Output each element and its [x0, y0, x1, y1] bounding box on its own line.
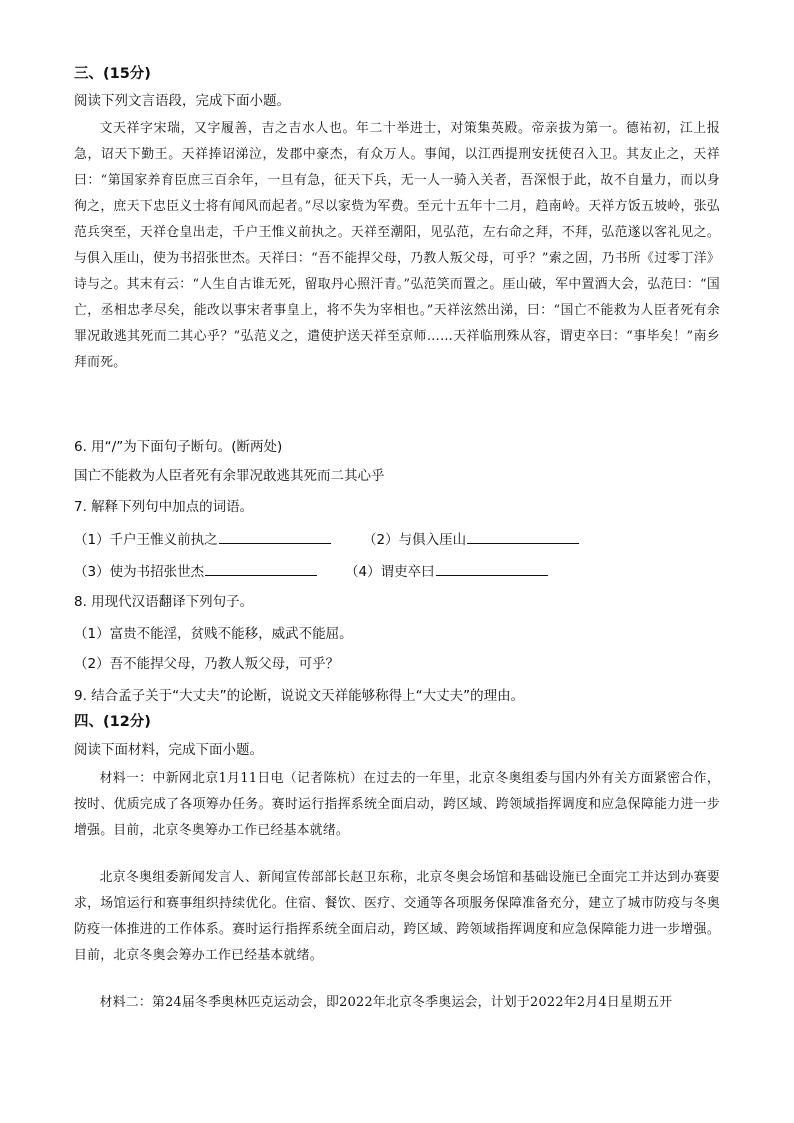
q8-item-1: （1）富贵不能淫，贫贱不能移，威武不能屈。: [74, 626, 353, 642]
q7-item-3-text: （3）使为书招张世杰: [74, 564, 205, 580]
material-2: [74, 990, 720, 1016]
q8-item-2: （2）吾不能捍父母，乃教人叛父母，可乎？: [74, 656, 340, 672]
classical-passage: [74, 116, 720, 376]
section-3-heading: 三、(15分): [74, 66, 151, 82]
material-1b-text: 北京冬奥组委新闻发言人、新闻宣传部部长赵卫东称，北京冬奥会场馆和基础设施已全面完工并达到办赛要求，场馆运行和赛事组织持续优化。住宿、餐饮、医疗、交通等各项服务保障准备充分，建立了城市防疫与冬奥防疫一体推进的工作体系。赛时运行指挥系统全面启动，跨区域、跨领域指挥调度和应急保障能力进一步增强。目前，北京冬奥会筹办工作已经基本就绪。: [74, 870, 720, 963]
q7-item-4: [345, 561, 548, 582]
question-6: 6. 用“/”为下面句子断句。(断两处): [74, 439, 283, 455]
q7-item-2: [363, 529, 579, 550]
material-1: [74, 766, 720, 844]
material-1-text: 材料一：中新网北京1月11日电（记者陈杭）在过去的一年里，北京冬奥组委与国内外有关方面紧密合作，按时、优质完成了各项筹办任务。赛时运行指挥系统全面启动，跨区域、跨领域指挥调度和应急保障能力进一步增强。目前，北京冬奥筹办工作已经基本就绪。: [74, 771, 720, 838]
question-8: 8. 用现代汉语翻译下列句子。: [74, 594, 254, 610]
q7-item-4-text: （4）谓吏卒曰: [345, 564, 435, 580]
q7-item-3: [74, 561, 317, 582]
section-4-heading: 四、(12分): [74, 714, 151, 730]
question-6-sentence: 国亡不能救为人臣者死有余罪况敢逃其死而二其心乎: [74, 468, 385, 484]
q7-item-3-blank[interactable]: [205, 561, 317, 576]
q7-item-2-blank[interactable]: [467, 529, 579, 544]
q7-item-1: [74, 529, 331, 550]
question-9: 9. 结合孟子关于“大丈夫”的论断，说说文天祥能够称得上“大丈夫”的理由。: [74, 688, 525, 704]
material-1b: [74, 865, 720, 969]
question-7: 7. 解释下列句中加点的词语。: [74, 499, 254, 515]
section-3-instruction: 阅读下列文言语段，完成下面小题。: [74, 93, 290, 109]
material-2-text: 材料二：第24届冬季奥林匹克运动会，即2022年北京冬季奥运会，计划于2022年2月4日星期五开: [99, 995, 673, 1010]
section-4-instruction: 阅读下面材料，完成下面小题。: [74, 742, 263, 758]
passage-text: 文天祥字宋瑞，又字履善，吉之吉水人也。年二十举进士，对策集英殿。帝亲拔为第一。德祐初，江上报急，诏天下勤王。天祥捧诏涕泣，发郡中豪杰，有众万人。事闻，以江西提刑安抚使召入卫。其友止之，天祥曰：“第国家养育臣庶三百余年，一旦有急，征天下兵，无一人一骑入关者，吾深恨于此，故不自量力，而以身徇之，庶天下忠臣义士将有闻风而起者。”尽以家赀为军费。至元十五年十二月，趋南岭。天祥方饭五坡岭，张弘范兵突至，天祥仓皇出走，千户王惟义前执之。天祥至潮阳，见弘范，左右命之拜，不拜，弘范遂以客礼见之。与俱入厓山，使为书招张世杰。天祥曰：“吾不能捍父母，乃教人叛父母，可乎？”索之固，乃书所《过零丁洋》诗与之。其末有云：“人生自古谁无死，留取丹心照汗青。”弘范笑而置之。厓山破，军中置酒大会，弘范曰：“国亡，丞相忠孝尽矣，能改以事宋者事皇上，将不失为宰相也。”天祥泫然出涕，曰：“国亡不能救为人臣者死有余罪况敢逃其死而二其心乎？”弘范义之，遣使护送天祥至京师……天祥临刑殊从容，谓吏卒曰：“事毕矣！”南乡拜而死。: [74, 121, 720, 370]
q7-item-2-text: （2）与俱入厓山: [363, 532, 467, 548]
q7-item-1-blank[interactable]: [219, 529, 331, 544]
q7-item-4-blank[interactable]: [436, 561, 548, 576]
q7-item-1-text: （1）千户王惟义前执之: [74, 532, 218, 548]
